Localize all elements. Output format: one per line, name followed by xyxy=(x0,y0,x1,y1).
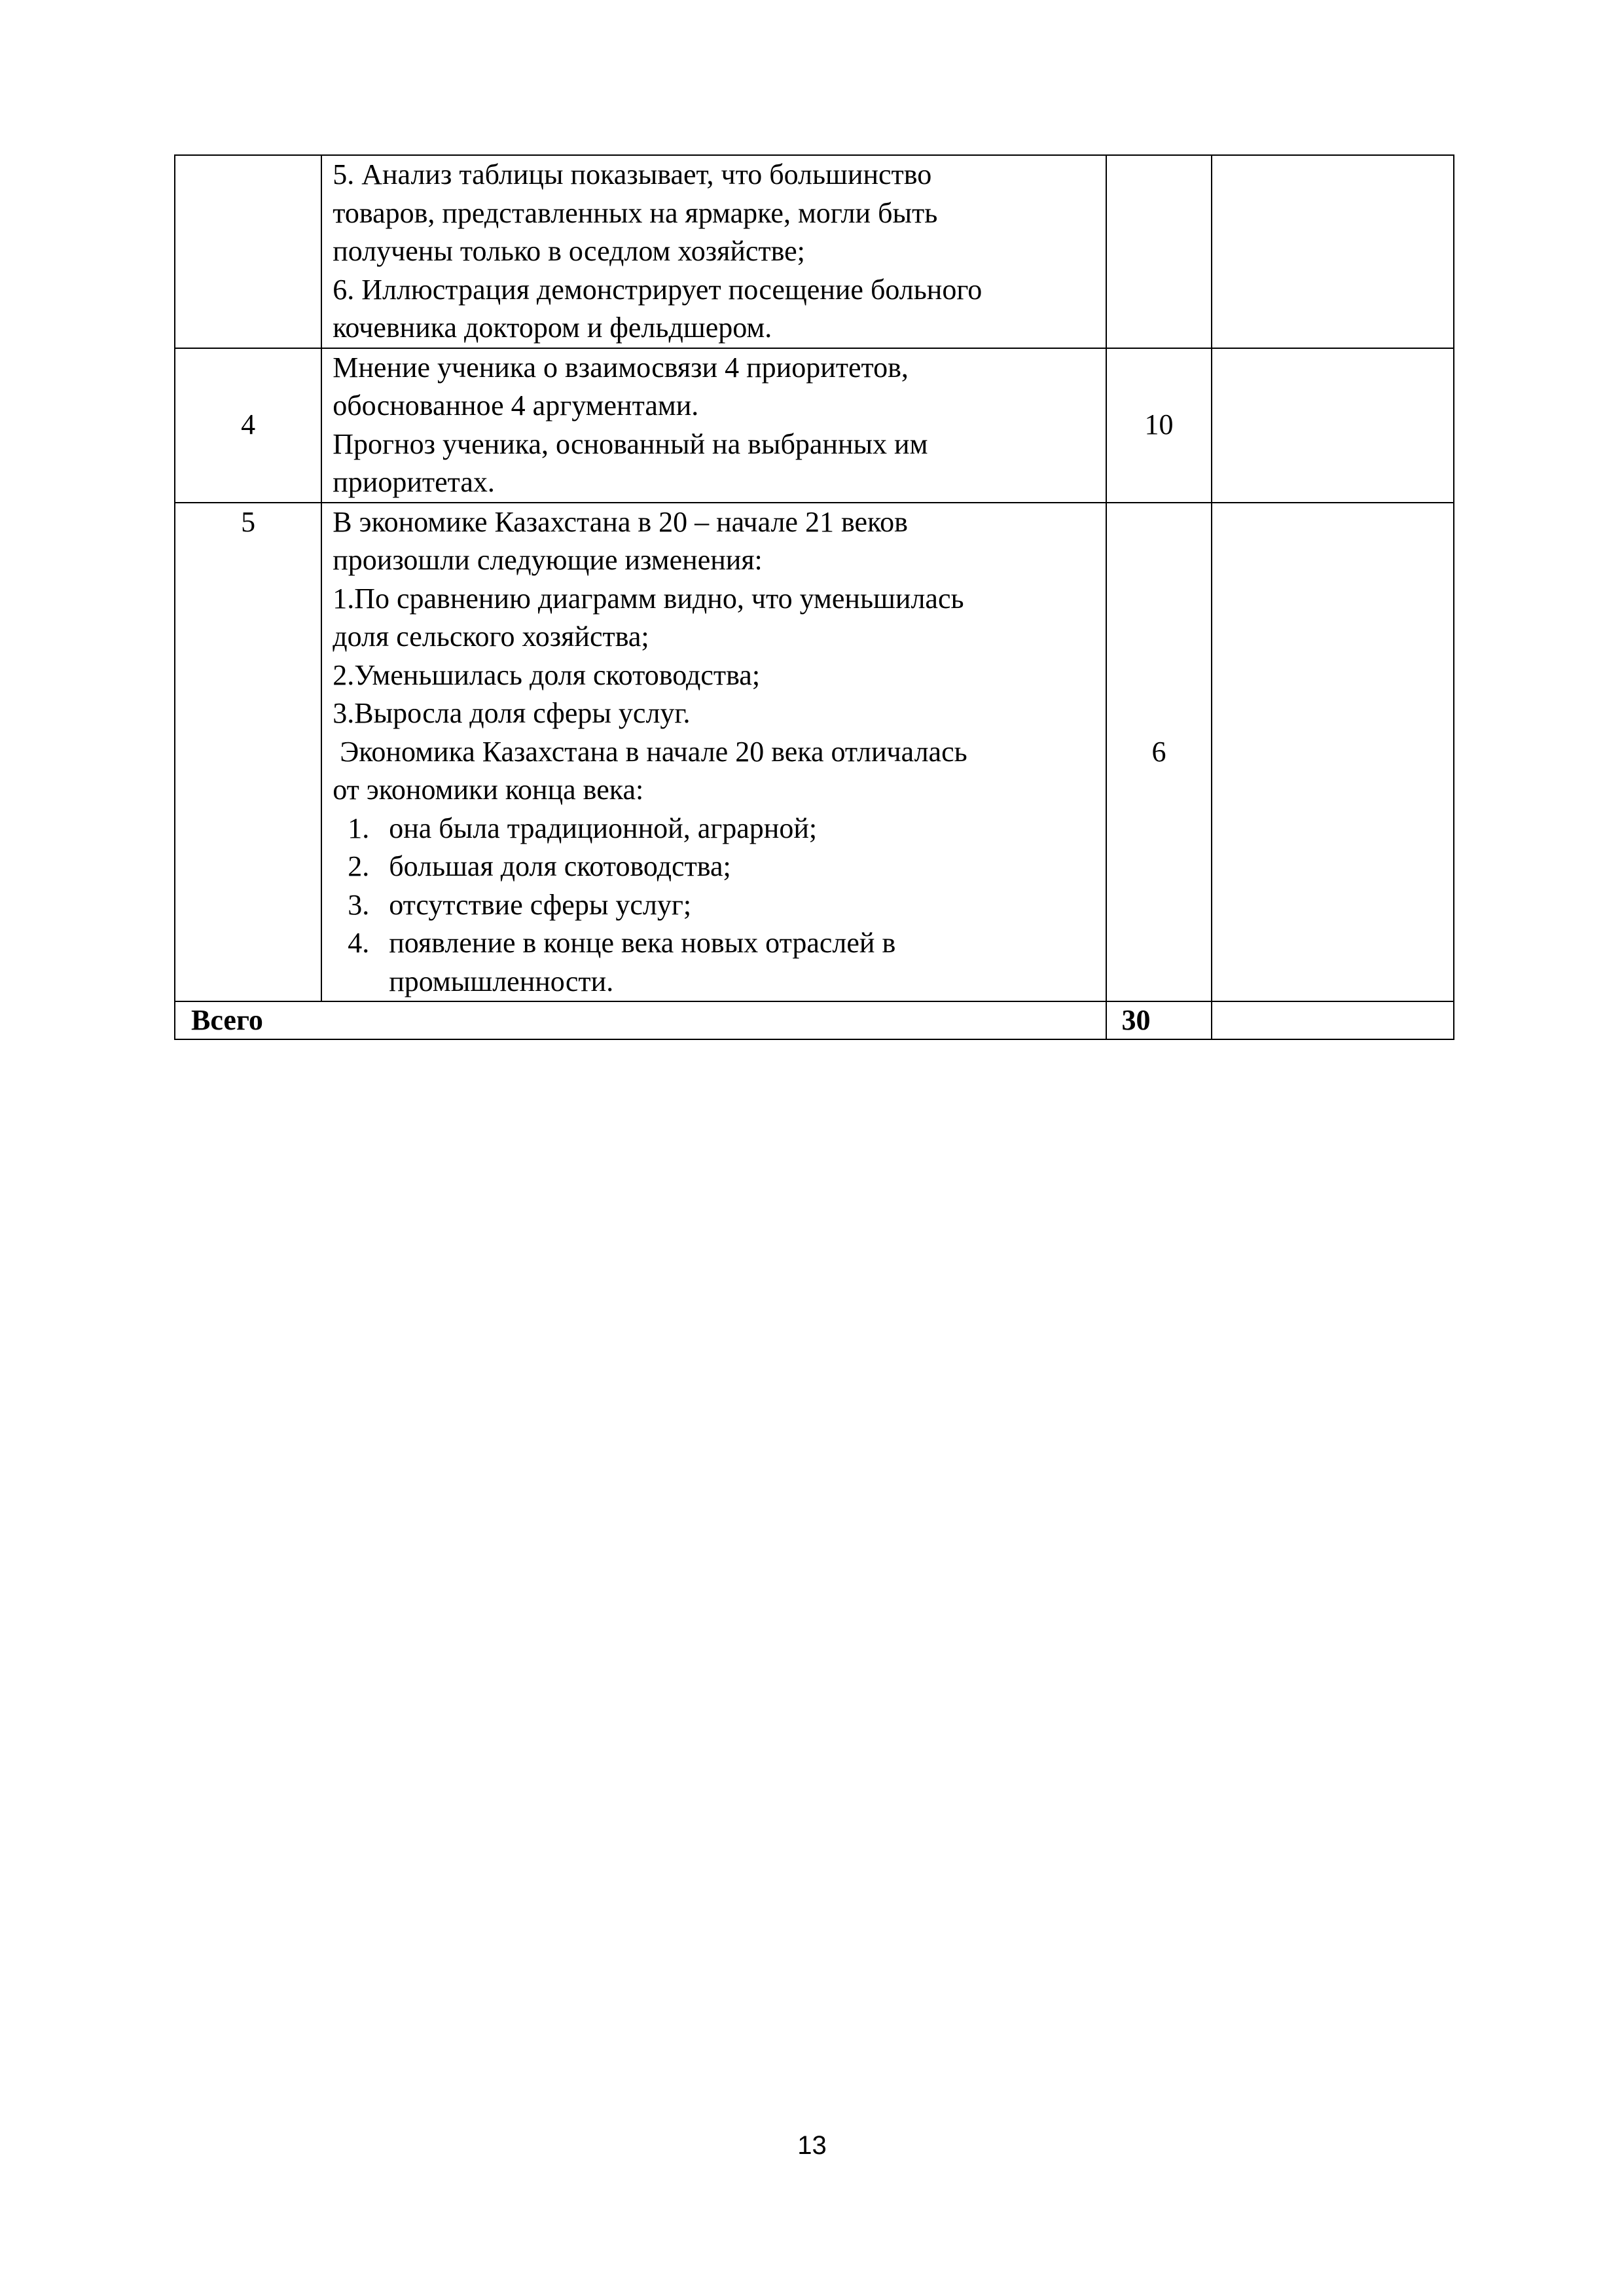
list-item xyxy=(333,848,1099,886)
answer-line: В экономике Казахстана в 20 – начале 21 веков xyxy=(333,505,908,538)
list-item-text: появление в конце века новых отраслей в промышленности. xyxy=(389,927,896,997)
answer-line: 6. Иллюстрация демонстрирует посещение больного xyxy=(333,273,983,306)
list-item-number: 3. xyxy=(348,888,370,921)
extra-cell xyxy=(1212,155,1454,348)
answer-cell xyxy=(321,348,1106,503)
answer-line: Мнение ученика о взаимосвязи 4 приоритетов, xyxy=(333,351,909,384)
answer-line: доля сельского хозяйства; xyxy=(333,620,649,653)
list-item-number: 4. xyxy=(348,927,370,959)
table-row xyxy=(175,503,1454,1002)
answer-line: кочевника доктором и фельдшером. xyxy=(333,312,772,344)
list-item xyxy=(333,886,1099,925)
extra-cell xyxy=(1212,1001,1454,1039)
total-row xyxy=(175,1001,1454,1039)
score-cell: 6 xyxy=(1106,503,1211,1002)
task-number-cell: 4 xyxy=(175,348,321,503)
extra-cell xyxy=(1212,348,1454,503)
total-score: 30 xyxy=(1106,1001,1211,1039)
list-item xyxy=(333,924,1099,1001)
answer-line: произошли следующие изменения: xyxy=(333,544,763,576)
list-item-number: 2. xyxy=(348,850,370,882)
differences-list xyxy=(333,810,1099,1001)
answer-line: от экономики конца века: xyxy=(333,774,644,806)
answer-line: 2.Уменьшилась доля скотоводства; xyxy=(333,658,761,691)
page-number: 13 xyxy=(797,2131,827,2160)
table-row xyxy=(175,348,1454,503)
list-item-text: отсутствие сферы услуг; xyxy=(389,888,692,921)
list-item-text: большая доля скотоводства; xyxy=(389,850,731,882)
score-cell: 10 xyxy=(1106,348,1211,503)
score-cell xyxy=(1106,155,1211,348)
total-label: Всего xyxy=(175,1001,1106,1039)
answer-line: 5. Анализ таблицы показывает, что большинство xyxy=(333,158,932,190)
answer-line: приоритетах. xyxy=(333,466,495,498)
list-item xyxy=(333,810,1099,848)
task-number-cell: 5 xyxy=(175,503,321,1002)
extra-cell xyxy=(1212,503,1454,1002)
table-row xyxy=(175,155,1454,348)
answer-cell xyxy=(321,503,1106,1002)
answer-cell xyxy=(321,155,1106,348)
assessment-table xyxy=(174,154,1454,1040)
list-item-number: 1. xyxy=(348,812,370,844)
answer-line: 3.Выросла доля сферы услуг. xyxy=(333,697,691,729)
answer-line: обоснованное 4 аргументами. xyxy=(333,389,699,422)
answer-line: товаров, представленных на ярмарке, могли быть xyxy=(333,196,938,229)
answer-line: Экономика Казахстана в начале 20 века отличалась xyxy=(333,735,967,768)
task-number-cell xyxy=(175,155,321,348)
answer-line: получены только в оседлом хозяйстве; xyxy=(333,235,805,267)
list-item-text: она была традиционной, аграрной; xyxy=(389,812,818,844)
answer-line: Прогноз ученика, основанный на выбранных им xyxy=(333,427,928,460)
answer-line: 1.По сравнению диаграмм видно, что уменьшилась xyxy=(333,582,964,615)
